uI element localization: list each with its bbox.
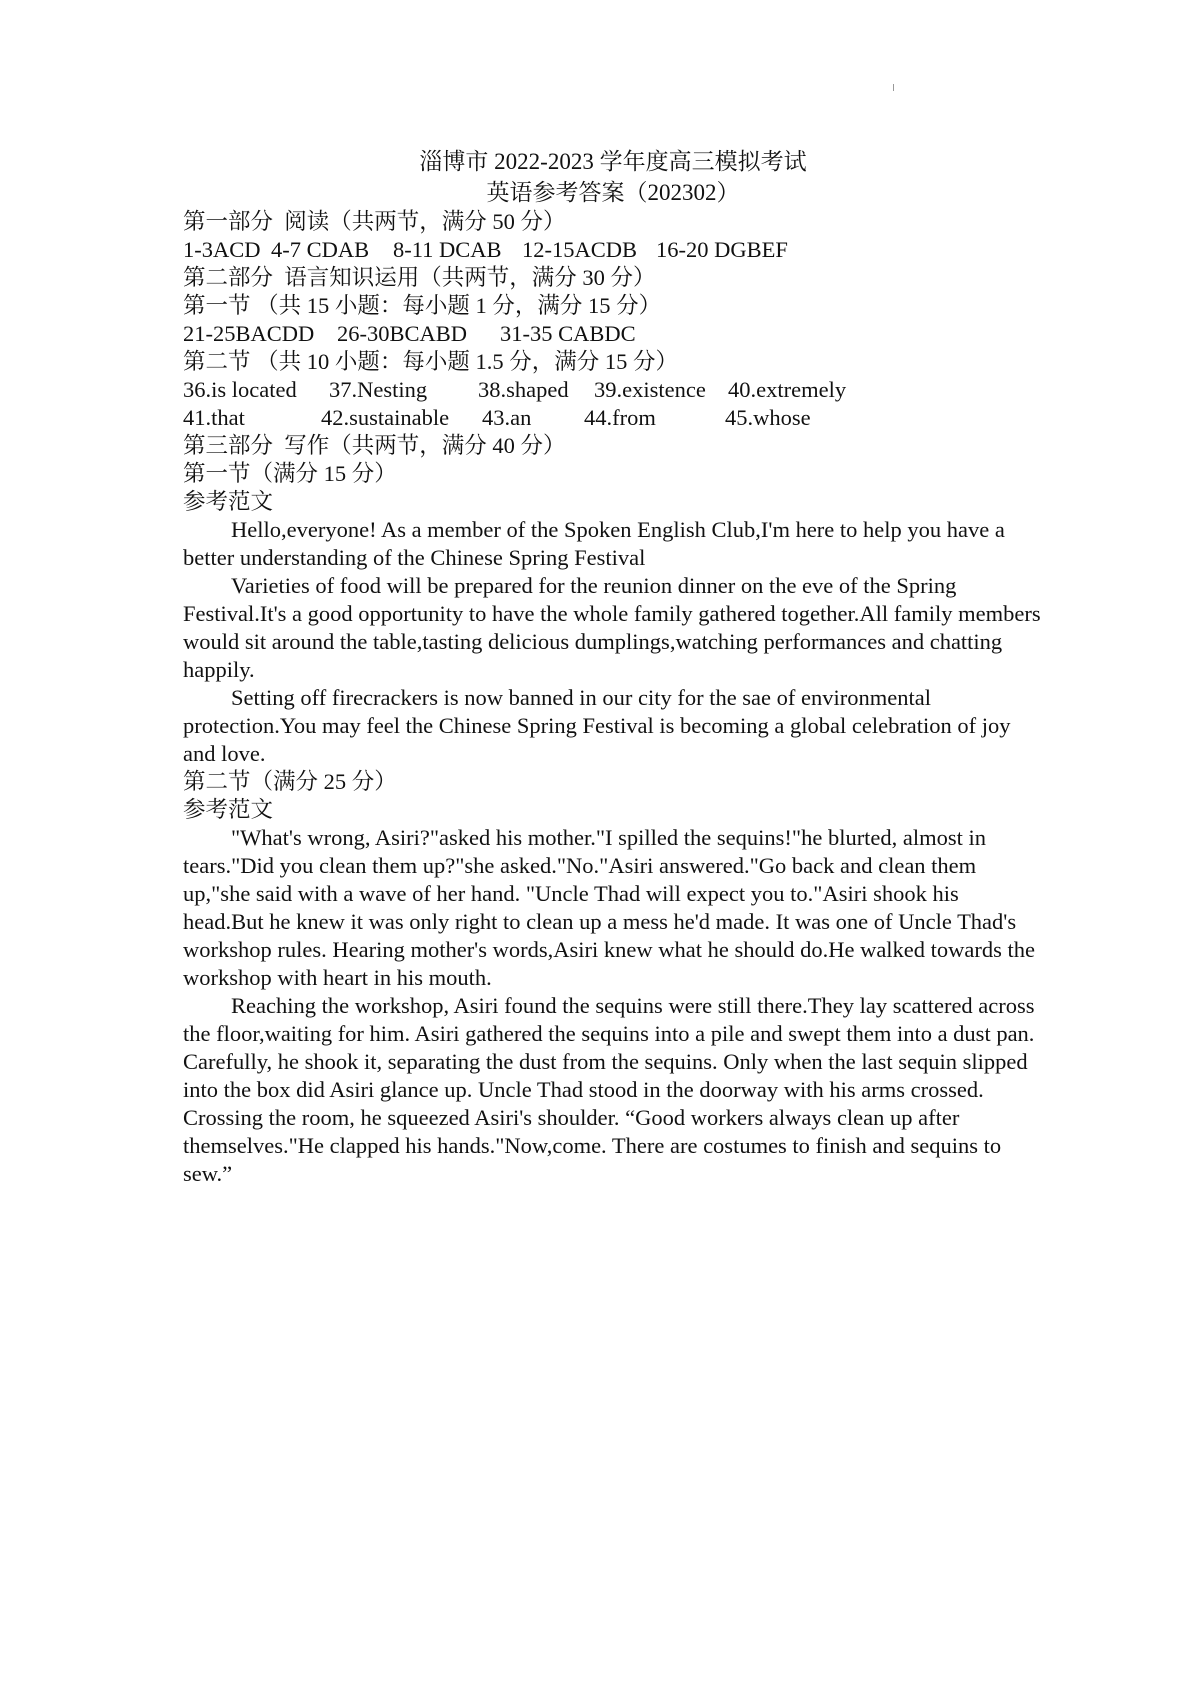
answer-group: 21-25BACDD bbox=[183, 321, 315, 346]
answer-item: 42.sustainable bbox=[321, 405, 450, 430]
answer-item: 45.whose bbox=[725, 405, 811, 430]
answer-item: 36.is located bbox=[183, 377, 297, 402]
part1-heading: 第一部分 阅读（共两节，满分 50 分） bbox=[183, 209, 566, 234]
answer-item: 43.an bbox=[482, 405, 532, 430]
part1-answers bbox=[183, 236, 1043, 264]
answer-item: 44.from bbox=[584, 405, 656, 430]
part2-section2-heading: 第二节 （共 10 小题：每小题 1.5 分，满分 15 分） bbox=[183, 349, 679, 374]
essay1-paragraph: Setting off firecrackers is now banned in our city for the sae of environmental protection.You may feel the Chinese Spring Festival is becoming a global celebration of joy and love. bbox=[183, 685, 1011, 766]
answer-group: 8-11 DCAB bbox=[393, 237, 502, 262]
answer-item: 38.shaped bbox=[478, 377, 569, 402]
answer-group: 31-35 CABDC bbox=[500, 321, 636, 346]
part2-section2-row2 bbox=[183, 404, 1043, 432]
document-content bbox=[183, 146, 1043, 1188]
answer-item: 40.extremely bbox=[728, 377, 847, 402]
answer-group: 1-3ACD bbox=[183, 237, 261, 262]
part3-section1-sample-label: 参考范文 bbox=[183, 489, 274, 514]
part2-section1-answers bbox=[183, 320, 1043, 348]
essay1-paragraph: Varieties of food will be prepared for the reunion dinner on the eve of the Spring Festival.It's a good opportunity to have the whole family gathered together.All family members would sit around the table,tasting delicious dumplings,watching performances and chatting happily. bbox=[183, 573, 1041, 682]
answer-group: 4-7 CDAB bbox=[271, 237, 370, 262]
essay1-paragraph: Hello,everyone! As a member of the Spoken English Club,I'm here to help you have a better understanding of the Chinese Spring Festival bbox=[183, 517, 1005, 570]
part3-heading: 第三部分 写作（共两节，满分 40 分） bbox=[183, 433, 566, 458]
answer-item: 41.that bbox=[183, 405, 245, 430]
answer-group: 12-15ACDB bbox=[522, 237, 638, 262]
part3-section2-sample-label: 参考范文 bbox=[183, 797, 274, 822]
document-title: 淄博市 2022-2023 学年度高三模拟考试 bbox=[419, 149, 807, 174]
answer-item: 37.Nesting bbox=[329, 377, 428, 402]
part2-section2-row1 bbox=[183, 376, 1043, 404]
part2-heading: 第二部分 语言知识运用（共两节，满分 30 分） bbox=[183, 265, 656, 290]
answer-group: 16-20 DGBEF bbox=[656, 237, 788, 262]
part2-section1-heading: 第一节 （共 15 小题：每小题 1 分，满分 15 分） bbox=[183, 293, 662, 318]
answer-item: 39.existence bbox=[594, 377, 706, 402]
part3-section2-heading: 第二节（满分 25 分） bbox=[183, 769, 397, 794]
part3-section1-heading: 第一节（满分 15 分） bbox=[183, 461, 397, 486]
document-subtitle: 英语参考答案（202302） bbox=[486, 180, 740, 205]
essay2-paragraph: Reaching the workshop, Asiri found the sequins were still there.They lay scattered across the floor,waiting for him. Asiri gathered the sequins into a pile and swept them into a dust pan. Carefully, he shook it, separating the dust from the sequins. Only when the last sequin slipped into the box did Asiri glance up. Uncle Thad stood in the doorway with his arms crossed. Crossing the room, he squeezed Asiri's shoulder. “Good workers always clean up after themselves."He clapped his hands."Now,come. There are costumes to finish and sequins to sew.” bbox=[183, 993, 1035, 1186]
answer-group: 26-30BCABD bbox=[337, 321, 468, 346]
corner-mark bbox=[893, 84, 894, 91]
essay2-paragraph: "What's wrong, Asiri?"asked his mother."I spilled the sequins!"he blurted, almost in tears."Did you clean them up?"she asked."No."Asiri answered."Go back and clean them up,"she said with a wave of her hand. "Uncle Thad will expect you to."Asiri shook his head.But he knew it was only right to clean up a mess he'd made. It was one of Uncle Thad's workshop rules. Hearing mother's words,Asiri knew what he should do.He walked towards the workshop with heart in his mouth. bbox=[183, 825, 1036, 990]
